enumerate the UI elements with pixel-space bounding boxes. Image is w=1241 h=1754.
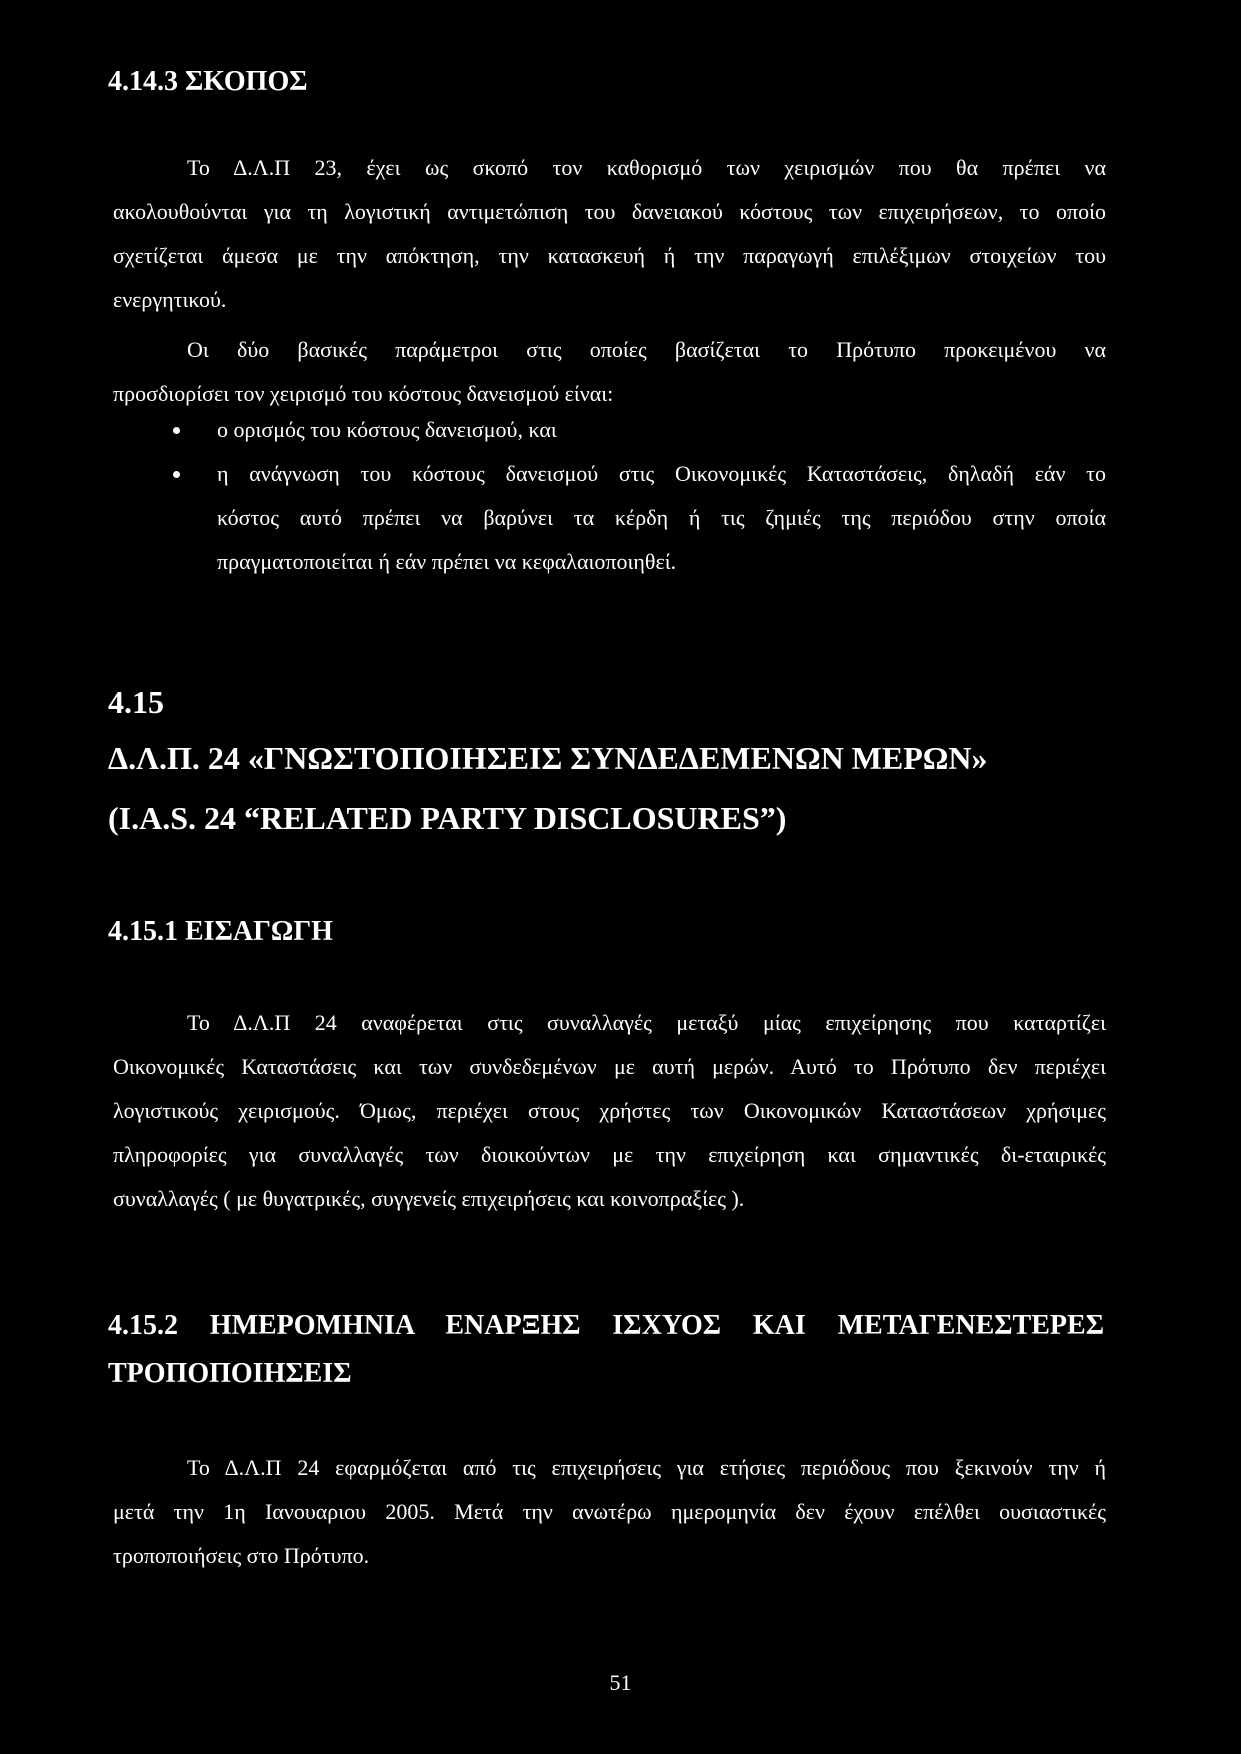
section-title-line-1: Δ.Λ.Π. 24 «ΓΝΩΣΤΟΠΟΙΗΣΕΙΣ ΣΥΝΔΕΔΕΜΕΝΩΝ ΜΕΡΩΝ» xyxy=(108,740,988,776)
text-line: σχετίζεται άμεσα με την απόκτηση, την κατασκευή ή την παραγωγή επιλέξιμων στοιχείων του xyxy=(113,243,1106,268)
paragraph-parameters-intro xyxy=(113,328,1106,416)
text-line: προσδιορίσει τον χειρισμό του κόστους δανεισμού είναι: xyxy=(113,381,614,406)
text-line: ακολουθούνται για τη λογιστική αντιμετώπιση του δανειακού κόστους των επιχειρήσεων, το οποίο xyxy=(113,199,1106,224)
text-line: τροποποιήσεις στο Πρότυπο. xyxy=(113,1543,370,1568)
text-line: Το Δ.Λ.Π 23, έχει ως σκοπό τον καθορισμό των χειρισμών που θα πρέπει να xyxy=(187,155,1106,180)
bullet-list xyxy=(113,408,1106,584)
text-line: Το Δ.Λ.Π 24 εφαρμόζεται από τις επιχειρήσεις για ετήσιες περιόδους που ξεκινούν την ή xyxy=(187,1455,1106,1480)
section-number-4-15: 4.15 xyxy=(108,684,164,720)
list-item xyxy=(113,452,1106,584)
paragraph-introduction xyxy=(113,1001,1106,1221)
text-line: Το Δ.Λ.Π 24 αναφέρεται στις συναλλαγές μεταξύ μίας επιχείρησης που καταρτίζει xyxy=(187,1010,1106,1035)
section-heading-4-15-2-line-2: ΤΡΟΠΟΠΟΙΗΣΕΙΣ xyxy=(108,1358,352,1389)
section-heading-4-15-1: 4.15.1 ΕΙΣΑΓΩΓΗ xyxy=(108,916,333,947)
paragraph-borrowing-costs-purpose xyxy=(113,146,1106,322)
heading-text: 4.15.2 ΗΜΕΡΟΜΗΝΙΑ ΕΝΑΡΞΗΣ ΙΣΧΥΟΣ ΚΑΙ ΜΕΤΑΓΕΝΕΣΤΕΡΕΣ xyxy=(108,1310,1104,1341)
text-line: η ανάγνωση του κόστους δανεισμού στις Οικονομικές Καταστάσεις, δηλαδή εάν το xyxy=(217,461,1106,486)
section-heading-4-14-3: 4.14.3 ΣΚΟΠΟΣ xyxy=(108,66,308,97)
list-item xyxy=(113,408,1106,452)
text-line: ενεργητικού. xyxy=(113,287,227,312)
text-line: Οι δύο βασικές παράμετροι στις οποίες βασίζεται το Πρότυπο προκειμένου να xyxy=(187,337,1106,362)
text-line: συναλλαγές ( με θυγατρικές, συγγενείς επιχειρήσεις και κοινοπραξίες ). xyxy=(113,1186,745,1211)
bullet-icon xyxy=(173,427,180,434)
text-line: πληροφορίες για συναλλαγές των διοικούντων με την επιχείρηση και σημαντικές δι-εταιρικές xyxy=(113,1142,1106,1167)
page-number: 51 xyxy=(609,1670,632,1695)
paragraph-effective-date xyxy=(113,1446,1106,1578)
text-line: ο ορισμός του κόστους δανεισμού, και xyxy=(217,417,557,442)
text-line: Οικονομικές Καταστάσεις και των συνδεδεμένων με αυτή μερών. Αυτό το Πρότυπο δεν περιέχει xyxy=(113,1054,1106,1079)
text-line: μετά την 1η Ιανουαριου 2005. Μετά την ανωτέρω ημερομηνία δεν έχουν επέλθει ουσιαστικές xyxy=(113,1499,1106,1524)
section-heading-4-15-2-line-1 xyxy=(108,1310,1104,1342)
text-line: πραγματοποιείται ή εάν πρέπει να κεφαλαιοποιηθεί. xyxy=(217,549,677,574)
section-title-line-2: (I.A.S. 24 “RELATED PARTY DISCLOSURES”) xyxy=(108,800,787,836)
text-line: λογιστικούς χειρισμούς. Όμως, περιέχει στους χρήστες των Οικονομικών Καταστάσεων χρήσιμες xyxy=(113,1098,1106,1123)
bullet-icon xyxy=(173,471,180,478)
text-line: κόστος αυτό πρέπει να βαρύνει τα κέρδη ή τις ζημιές της περιόδου στην οποία xyxy=(217,505,1106,530)
